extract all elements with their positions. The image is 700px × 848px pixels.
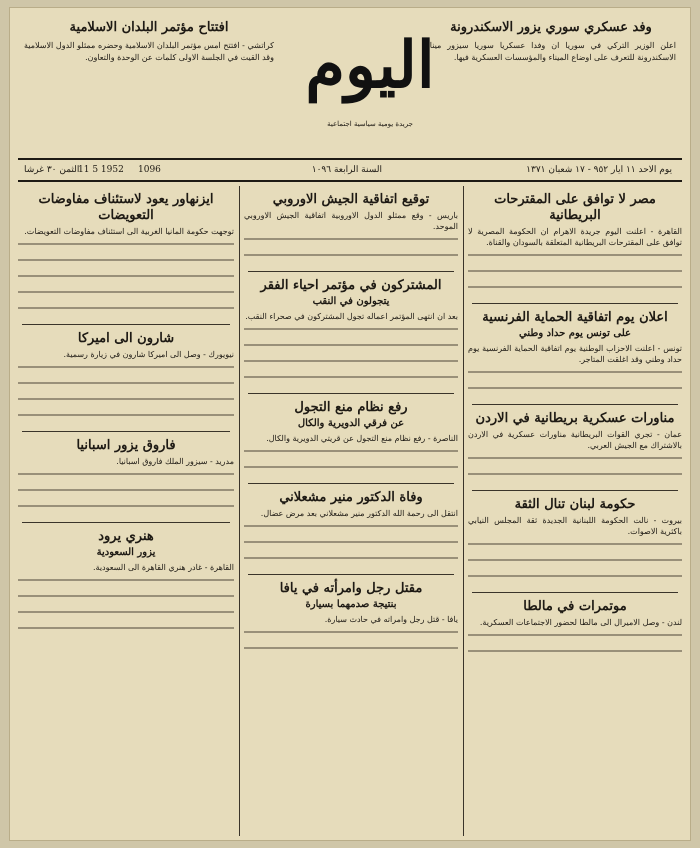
dateline-date: يوم الاحد ١١ ايار ٩٥٢ - ١٧ شعبان ١٣٧١ [526, 165, 672, 175]
headline: مقتل رجل وامرأته في يافا [279, 581, 423, 596]
headline: حكومة لبنان تنال الثقة [514, 497, 636, 512]
subheadline: عن فرقي الدويرية والكال [297, 418, 405, 429]
columns [18, 186, 682, 836]
article-body: نيويورك - وصل الى اميركا شارون في زيارة رسمية. [63, 350, 234, 359]
article-body: لندن - وصل الاميرال الى مالطا لحضور الاجتماعات العسكرية. [479, 618, 682, 627]
headline: مصر لا توافق على المقترحات البريطانية [494, 192, 656, 223]
subheadline: بنتيجة صدمهما بسيارة [305, 599, 397, 610]
headline: فاروق يزور اسبانيا [76, 438, 176, 453]
dateline-number: 1096 [138, 165, 161, 175]
column-right [468, 186, 682, 836]
header-left-text: كراتشي - افتتح امس مؤتمر البلدان الاسلامية وحضره ممثلو الدول الاسلامية وقد القيت في الجلسة الاولى كلمات عن الوحدة والتعاون. [24, 41, 274, 62]
headline: اعلان يوم اتفاقية الحماية الفرنسية [482, 310, 668, 325]
subheadline: يتجولون في النقب [312, 296, 390, 307]
masthead-subtitle: جريدة يومية سياسية اجتماعية [327, 120, 413, 128]
article-body: القاهرة - اعلنت اليوم جريدة الاهرام ان الحكومة المصرية لا توافق على المقترحات البريطانية المتعلقة بالسودان والقناة. [468, 227, 682, 247]
article-body: الناصرة - رفع نظام منع التجول عن قريتي الدويرية والكال. [266, 434, 458, 443]
column-left [18, 186, 234, 836]
headline: المشتركون في مؤتمر احياء الفقر [260, 278, 442, 293]
headline: توقيع اتفاقية الجيش الاوروبي [272, 192, 430, 207]
subheadline: يزور السعودية [96, 547, 156, 558]
header-left-article [24, 22, 274, 64]
article-body: باريس - وقع ممثلو الدول الاوروبية اتفاقية الجيش الاوروبي الموحد. [244, 211, 458, 231]
headline: موتمرات في مالطا [523, 599, 627, 614]
column-middle [244, 186, 458, 836]
header-right-article [426, 22, 676, 64]
article-body: انتقل الى رحمة الله الدكتور منير مشعلاني بعد مرض عضال. [260, 509, 458, 518]
article-body: عمان - تجري القوات البريطانية مناورات عسكرية في الاردن بالاشتراك مع الجيش العربي. [468, 430, 682, 450]
dateline [18, 158, 682, 182]
headline: ايزنهاور يعود لاستئناف مفاوضات التعويضات [38, 192, 214, 223]
dateline-volume: السنة الرابعة ١٠٩٦ [311, 165, 382, 175]
headline: شارون الى اميركا [77, 331, 175, 346]
header-right-headline: وفد عسكري سوري يزور الاسكندرونة [450, 20, 652, 35]
header-right-text: اعلن الوزير التركي في سوريا ان وفدا عسكريا سوريا سيزور ميناء الاسكندرونة للتعرف على اوضاع الميناء والمؤسسات العسكرية فيها. [426, 41, 676, 62]
header [10, 8, 690, 168]
header-left-headline: افتتاح مؤتمر البلدان الاسلامية [69, 20, 229, 35]
headline: وفاة الدكتور منير مشعلاني [279, 490, 423, 505]
newspaper-page [10, 8, 690, 840]
article-body: تونس - اعلنت الاحزاب الوطنية يوم اتفاقية الحماية الفرنسية يوم حداد وطني وقد اغلقت المتاجر. [468, 344, 682, 364]
headline: هنري يرود [98, 529, 154, 544]
article-body: مدريد - سيزور الملك فاروق اسبانيا. [116, 457, 234, 466]
dateline-price: الثمن ٣٠ غرشا [24, 165, 80, 175]
dateline-date-numeric: 11 5 1952 [78, 165, 124, 175]
article-body: بيروت - نالت الحكومة اللبنانية الجديدة ثقة المجلس النيابي باكثرية الاصوات. [468, 516, 682, 536]
article-body: توجهت حكومة المانيا الغربية الى استئناف مفاوضات التعويضات. [24, 227, 234, 236]
headline: رفع نظام منع التجول [294, 400, 408, 415]
subheadline: على تونس يوم حداد وطني [519, 328, 631, 339]
article-body: بعد ان انتهى المؤتمر اعماله تجول المشتركون في صحراء النقب. [245, 312, 458, 321]
article-body: القاهرة - غادر هنري القاهرة الى السعودية. [93, 563, 234, 572]
masthead-logo: اليوم [305, 28, 435, 103]
article-body: يافا - قتل رجل وامراته في حادث سيارة. [324, 615, 458, 624]
headline: مناورات عسكرية بريطانية في الاردن [475, 411, 675, 426]
